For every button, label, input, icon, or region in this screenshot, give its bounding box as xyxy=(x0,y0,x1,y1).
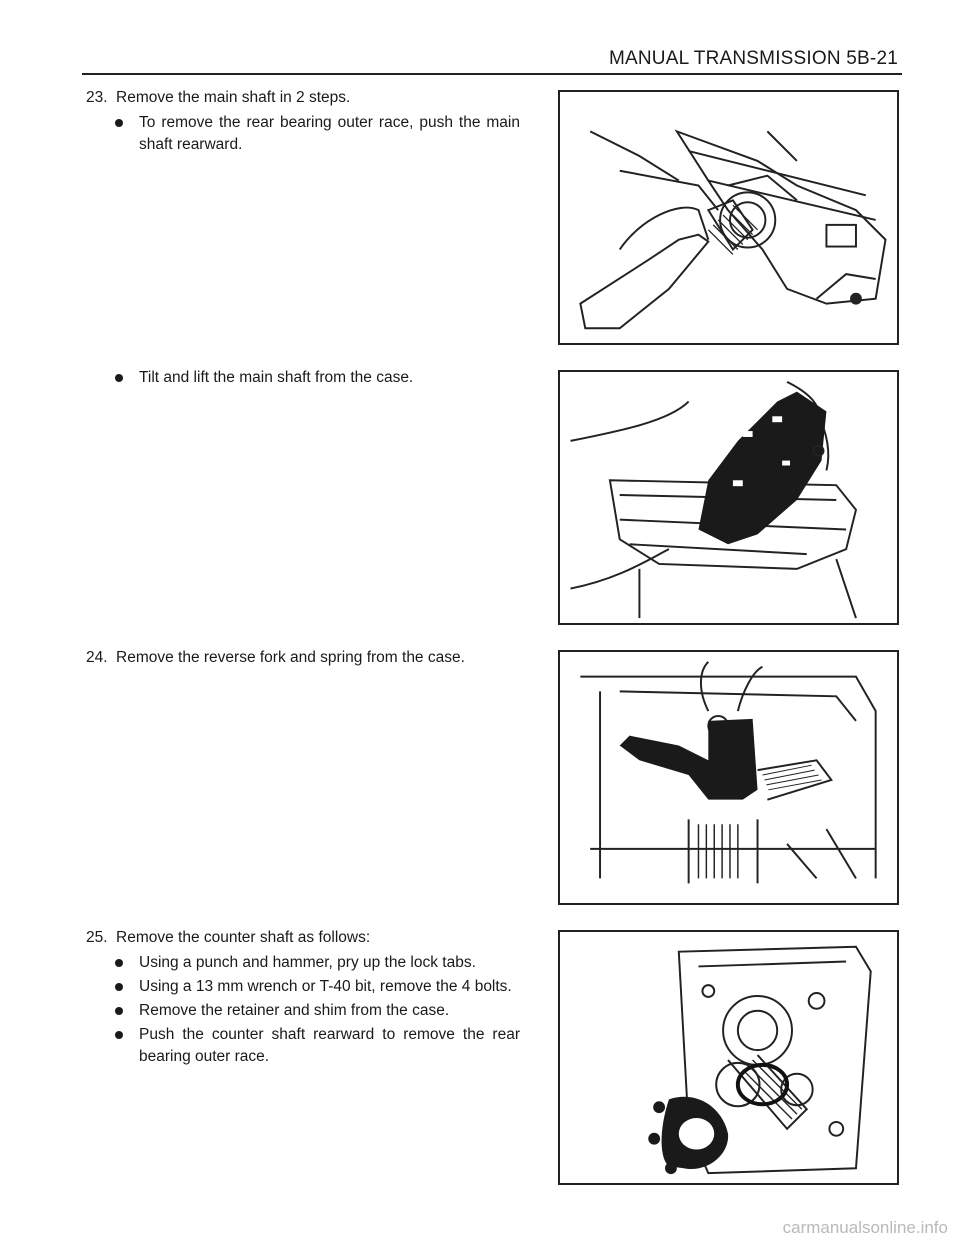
step-number: 25. xyxy=(86,929,108,946)
figure-main-shaft-lift-illustration xyxy=(560,372,897,623)
bullet-dot-icon xyxy=(115,983,123,991)
watermark-text: carmanualsonline.info xyxy=(782,1218,948,1237)
bullet-dot-icon xyxy=(115,119,123,127)
bullet-dot-icon xyxy=(115,374,123,382)
bullet-item xyxy=(112,1000,520,1022)
bullet-text: Tilt and lift the main shaft from the case. xyxy=(139,369,414,386)
step-number: 23. xyxy=(86,89,108,106)
bullet-text: To remove the rear bearing outer race, push the main shaft rearward. xyxy=(139,114,520,153)
figure-counter-shaft xyxy=(558,930,899,1185)
figure-counter-shaft-illustration xyxy=(560,932,897,1183)
bullet-item xyxy=(112,976,520,998)
figure-main-shaft-lift xyxy=(558,370,899,625)
bullet-text: Remove the retainer and shim from the case. xyxy=(139,1002,450,1019)
step-number: 24. xyxy=(86,649,108,666)
step-text: Remove the counter shaft as follows: xyxy=(116,929,371,946)
bullet-text: Using a 13 mm wrench or T-40 bit, remove the 4 bolts. xyxy=(139,978,512,995)
bullet-item xyxy=(112,1024,520,1068)
figure-main-shaft-push-illustration xyxy=(560,92,897,343)
bullet-item xyxy=(112,112,520,156)
step-text: Remove the reverse fork and spring from the case. xyxy=(116,649,465,666)
figure-reverse-fork xyxy=(558,650,899,905)
bullet-item xyxy=(112,367,520,389)
step-24 xyxy=(86,647,465,669)
bullet-text: Using a punch and hammer, pry up the lock tabs. xyxy=(139,954,476,971)
bullet-dot-icon xyxy=(115,1007,123,1015)
figure-main-shaft-push xyxy=(558,90,899,345)
step-25 xyxy=(86,927,370,949)
figure-reverse-fork-illustration xyxy=(560,652,897,903)
header-divider xyxy=(82,73,902,75)
bullet-dot-icon xyxy=(115,1031,123,1039)
page-header-title: MANUAL TRANSMISSION 5B-21 xyxy=(608,48,898,69)
bullet-dot-icon xyxy=(115,959,123,967)
step-23 xyxy=(86,87,350,109)
bullet-text: Push the counter shaft rearward to remove the rear bearing outer race. xyxy=(139,1026,520,1065)
bullet-item xyxy=(112,952,520,974)
step-text: Remove the main shaft in 2 steps. xyxy=(116,89,351,106)
